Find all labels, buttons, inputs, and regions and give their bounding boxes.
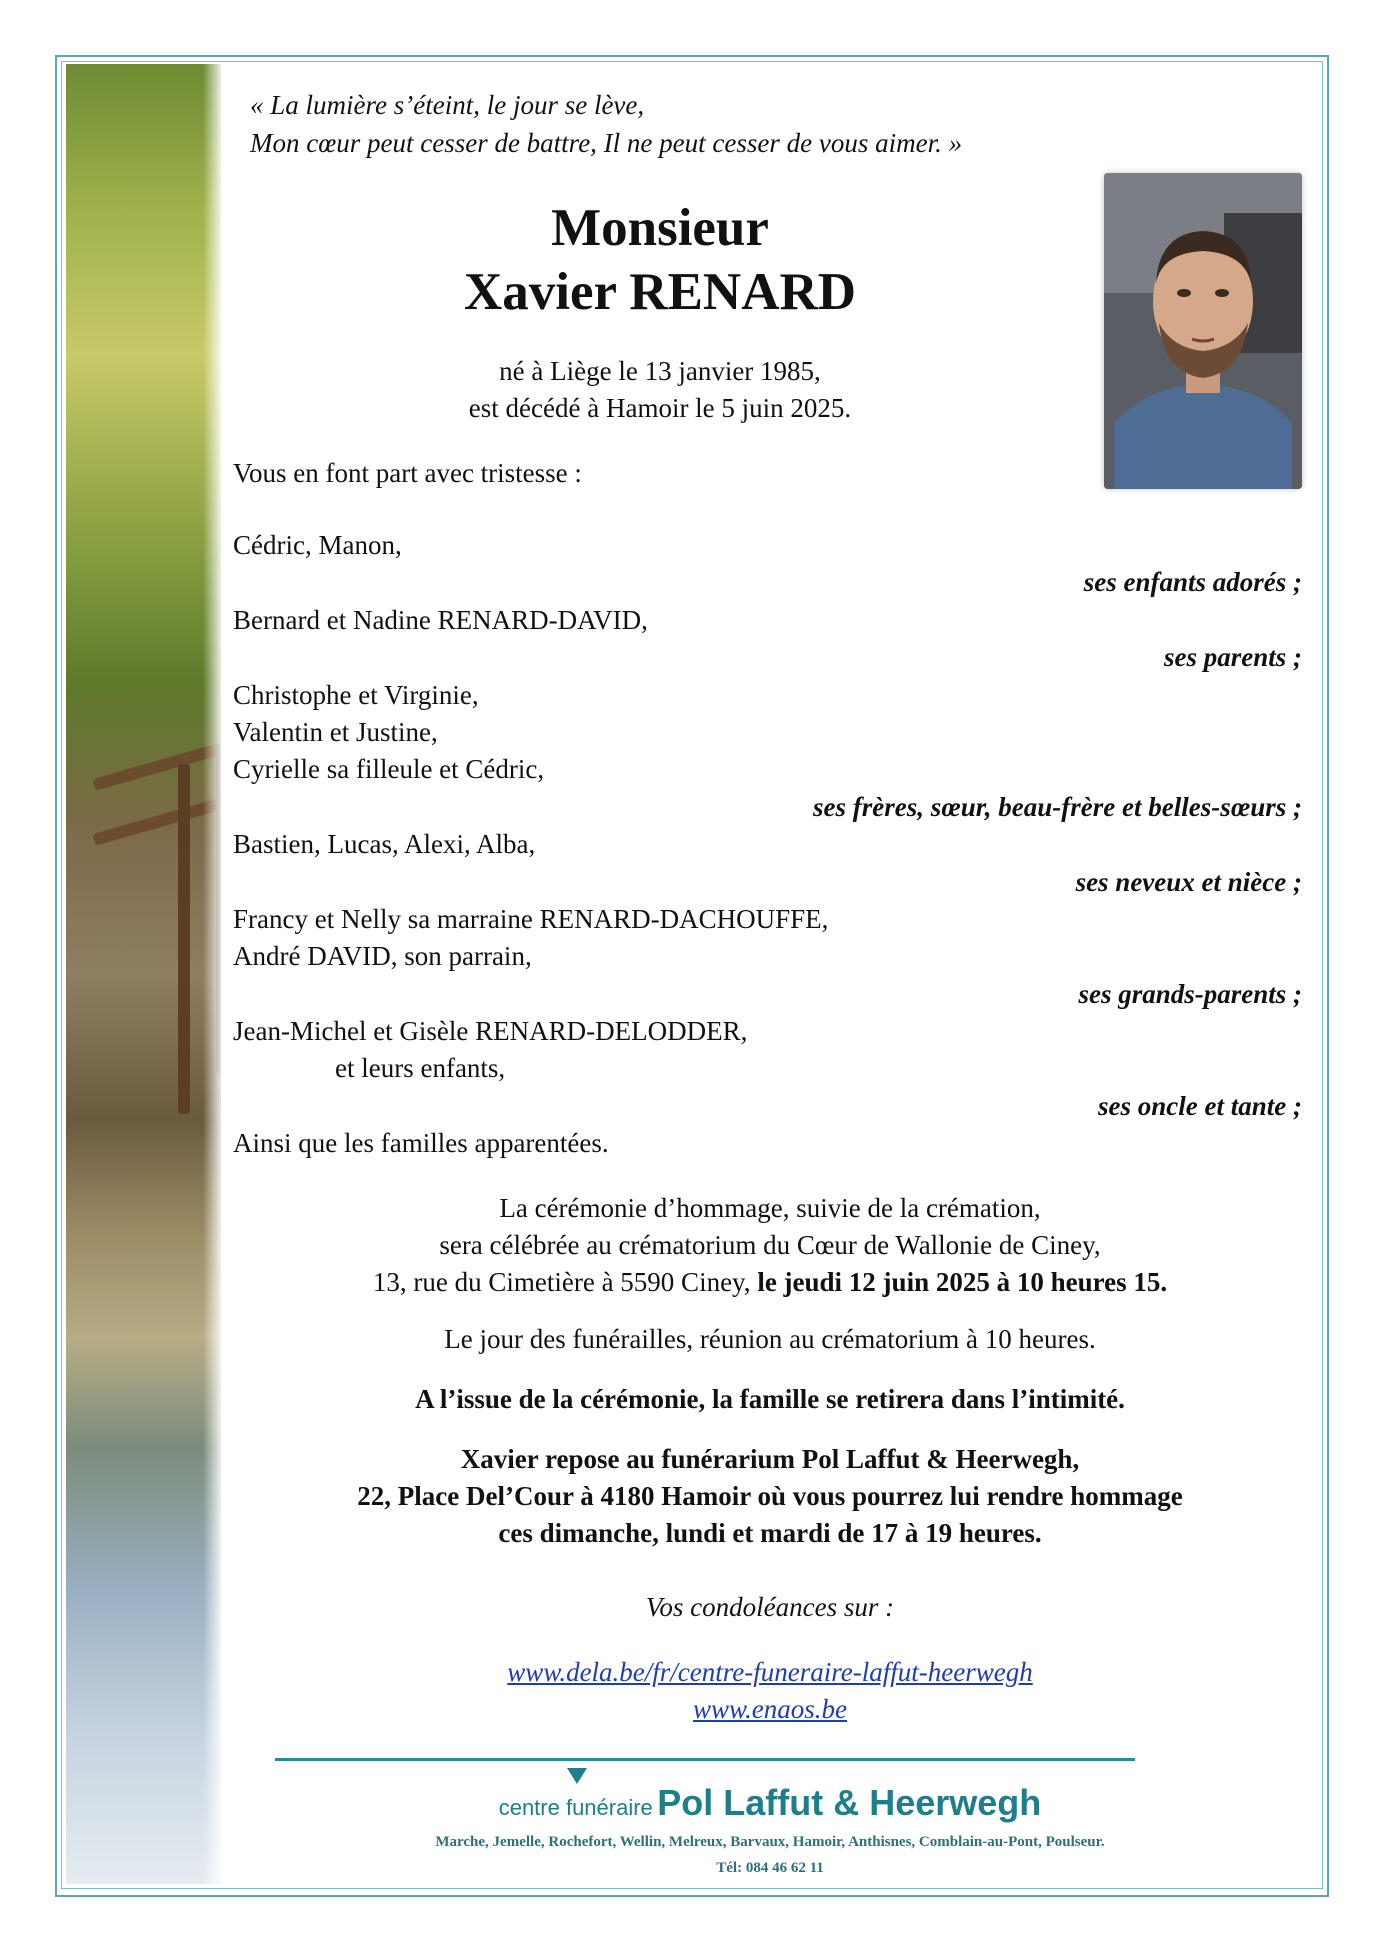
bridge-rail: [92, 741, 221, 791]
role-siblings: ses frères, sœur, beau-frère et belles-sœurs ;: [813, 792, 1302, 822]
footer-brand-name: Pol Laffut & Heerwegh: [657, 1782, 1042, 1823]
visitation-line: 22, Place Del’Cour à 4180 Hamoir où vous pourrez lui rendre hommage: [357, 1481, 1183, 1511]
visitation-line: ces dimanche, lundi et mardi de 17 à 19 heures.: [498, 1518, 1042, 1548]
ceremony-block: [250, 1190, 1290, 1301]
ceremony-address: 13, rue du Cimetière à 5590 Ciney,: [372, 1267, 758, 1297]
family-grandparents: André DAVID, son parrain,: [233, 941, 532, 971]
condolences-links: [250, 1654, 1290, 1728]
family-sibling: Valentin et Justine,: [233, 717, 438, 747]
footer-phone: Tél: 084 46 62 11: [716, 1860, 824, 1876]
family-uncle: et leurs enfants,: [335, 1053, 506, 1083]
role-parents: ses parents ;: [1163, 642, 1302, 672]
condolence-link-dela[interactable]: www.dela.be/fr/centre-funeraire-laffut-heerwegh: [507, 1657, 1033, 1687]
intro-text: Vous en font part avec tristesse :: [233, 458, 582, 488]
role-grandparents: ses grands-parents ;: [1078, 979, 1302, 1009]
poem-line: « La lumière s’éteint, le jour se lève,: [250, 90, 645, 120]
condolences-label: Vos condoléances sur :: [645, 1592, 895, 1622]
bridge-rail: [92, 798, 220, 845]
bridge-post: [178, 764, 190, 1114]
ceremony-date: le jeudi 12 juin 2025 à 10 heures 15.: [757, 1267, 1168, 1297]
deceased-name: Xavier RENARD: [463, 263, 857, 321]
family-uncle: Jean-Michel et Gisèle RENARD-DELODDER,: [233, 1016, 748, 1046]
family-sibling: Cyrielle sa filleule et Cédric,: [233, 754, 545, 784]
family-grandparents: Francy et Nelly sa marraine RENARD-DACHOUFFE,: [233, 904, 829, 934]
family-children: Cédric, Manon,: [233, 530, 402, 560]
death-line: est décédé à Hamoir le 5 juin 2025.: [468, 393, 852, 423]
deceased-name-block: [360, 196, 960, 324]
footer-divider: [275, 1758, 1135, 1761]
footer-brand: [250, 1782, 1290, 1824]
visitation-line: Xavier repose au funérarium Pol Laffut & Heerwegh,: [460, 1444, 1080, 1474]
portrait-photo: [1104, 173, 1302, 489]
intimacy-info: A l’issue de la cérémonie, la famille se retirera dans l’intimité.: [415, 1384, 1125, 1414]
bridge-post: [216, 744, 221, 1074]
ceremony-line: sera célébrée au crématorium du Cœur de Wallonie de Ciney,: [439, 1230, 1101, 1260]
family-parents: Bernard et Nadine RENARD-DAVID,: [233, 605, 648, 635]
role-nephews: ses neveux et nièce ;: [1075, 867, 1302, 897]
family-nephews: Bastien, Lucas, Alexi, Alba,: [233, 829, 536, 859]
birth-line: né à Liège le 13 janvier 1985,: [499, 356, 821, 386]
poem-quote: [250, 86, 1150, 162]
ceremony-line: La cérémonie d’hommage, suivie de la crémation,: [499, 1193, 1041, 1223]
visitation-block: [250, 1441, 1290, 1552]
footer-prefix: centre funéraire: [498, 1795, 653, 1820]
role-children: ses enfants adorés ;: [1083, 567, 1302, 597]
birth-death-info: [360, 353, 960, 427]
deceased-title: Monsieur: [551, 199, 769, 257]
role-uncle: ses oncle et tante ;: [1098, 1091, 1302, 1121]
family-sibling: Christophe et Virginie,: [233, 680, 479, 710]
family-others: Ainsi que les familles apparentées.: [233, 1128, 609, 1158]
portrait-illustration: [1104, 173, 1302, 489]
ceremony-line: [250, 1264, 1290, 1301]
meeting-info: Le jour des funérailles, réunion au crématorium à 10 heures.: [444, 1324, 1096, 1354]
footer-towns: Marche, Jemelle, Rochefort, Wellin, Melreux, Barvaux, Hamoir, Anthisnes, Comblain-au-Pont, Poulseur.: [435, 1834, 1105, 1850]
poem-line: Mon cœur peut cesser de battre, Il ne peut cesser de vous aimer. »: [250, 128, 963, 158]
side-landscape-image: [66, 64, 221, 1884]
condolence-link-enaos[interactable]: www.enaos.be: [693, 1694, 847, 1724]
